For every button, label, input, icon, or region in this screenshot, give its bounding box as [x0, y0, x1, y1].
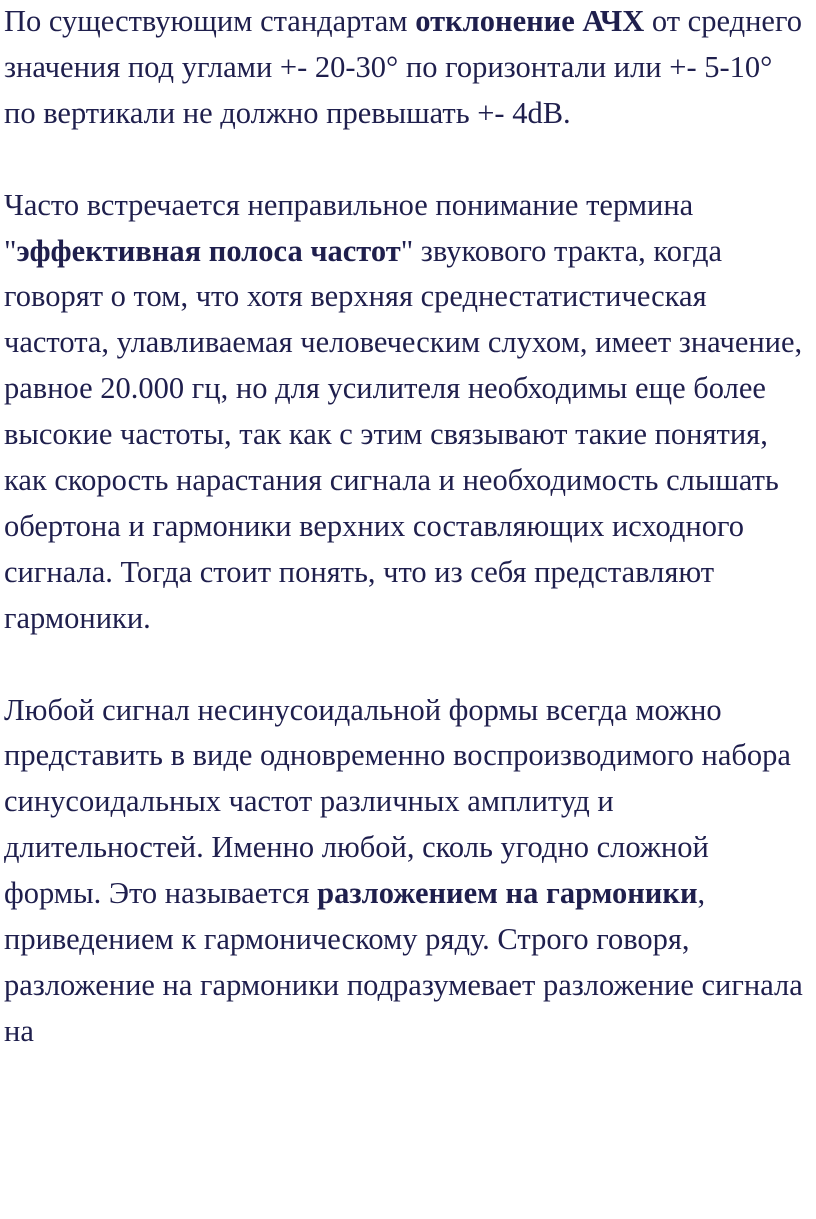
paragraph-text: Любой сигнал несинусоидальной формы всегда можно представить в виде одновременно воспроизводимого набора синусоидальных частот различных амплитуд и длительностей. Именно любой, сколь угодно сложной формы. Это называется — [4, 692, 791, 911]
bold-term-harmonic-decomposition: разложением на гармоники — [317, 876, 698, 911]
bold-term-frequency-response-deviation: отклонение АЧХ — [415, 4, 645, 38]
paragraph-text: от среднего значения под углами +- 20-30° по горизонтали или +- 5-10° по вертикали не должно превышать +- 4dB. — [4, 4, 802, 130]
paragraph-text: , приведением к гармоническому ряду. Строго говоря, разложение на гармоники подразумевает разложение сигнала на — [4, 876, 803, 1048]
paragraph-effective-bandwidth — [4, 183, 810, 642]
bold-term-effective-bandwidth: эффективная полоса частот — [16, 233, 401, 268]
paragraph-text: Часто встречается неправильное понимание термина " — [4, 187, 694, 268]
paragraph-text: По существующим стандартам — [4, 4, 416, 38]
paragraph-harmonic-decomposition — [4, 688, 810, 1055]
document-body — [4, 0, 810, 1055]
paragraph-frequency-response-standard — [4, 0, 810, 137]
paragraph-text: " звукового тракта, когда говорят о том, что хотя верхняя среднестатистическая частота, улавливаемая человеческим слухом, имеет значение, равное 20.000 гц, но для усилителя необходимы еще более высокие частоты, так как с этим связывают такие понятия, как скорость нарастания сигнала и необходимость слышать обертона и гармоники верхних составляющих исходного сигнала. Тогда стоит понять, что из себя представляют гармоники. — [4, 233, 803, 635]
